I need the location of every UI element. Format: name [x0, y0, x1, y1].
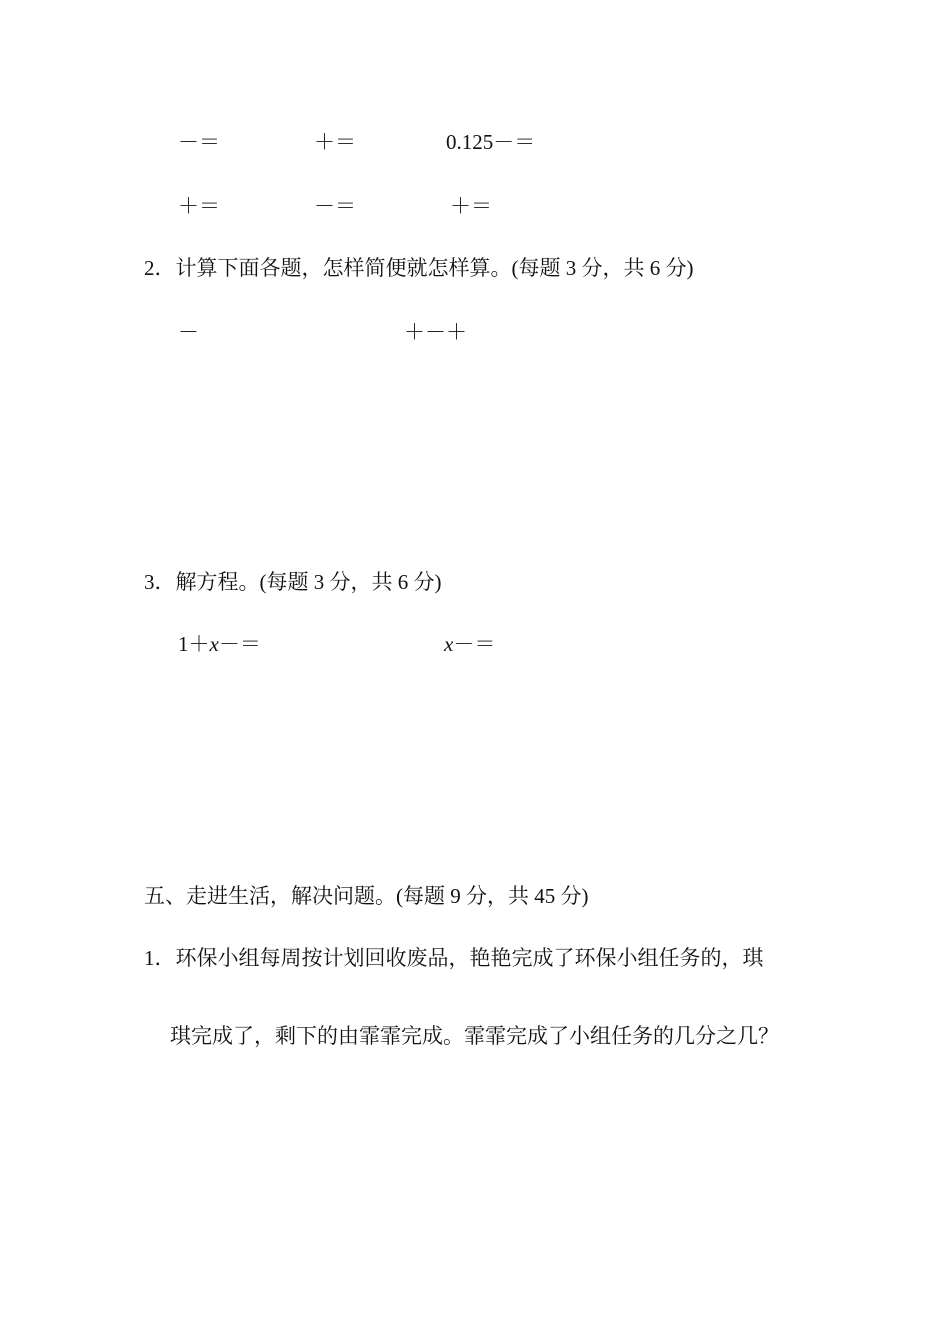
problem1-line2: 琪完成了，剩下的由霏霏完成。霏霏完成了小组任务的几分之几？	[170, 1024, 779, 1048]
eq2-variable: x	[444, 632, 454, 656]
oral-calc-r1-c2: ＋＝	[314, 130, 356, 154]
q2-heading: 2．计算下面各题，怎样简便就怎样算。(每题 3 分，共 6 分)	[144, 256, 694, 280]
eq1-tail: －＝	[218, 632, 261, 656]
q2-item-2: ＋－＋	[404, 320, 467, 344]
eq1-variable: x	[209, 632, 219, 656]
oral-calc-r1-c3: 0.125－＝	[446, 130, 536, 154]
eq1-lead: 1＋	[178, 632, 210, 656]
oral-calc-r2-c2: －＝	[314, 194, 356, 218]
oral-calc-r2-c1: ＋＝	[178, 194, 220, 218]
q3-equation-2	[444, 630, 495, 658]
q2-item-1: －	[178, 320, 199, 344]
eq2-tail: －＝	[453, 632, 496, 656]
q3-heading: 3．解方程。(每题 3 分，共 6 分)	[144, 570, 442, 594]
oral-calc-r1-c1: －＝	[178, 130, 220, 154]
problem1-line1: 1．环保小组每周按计划回收废品，艳艳完成了环保小组任务的，琪	[144, 946, 764, 970]
section5-heading: 五、走进生活，解决问题。(每题 9 分，共 45 分)	[144, 884, 589, 908]
q3-equation-1	[178, 630, 261, 658]
oral-calc-r2-c3: ＋＝	[450, 194, 492, 218]
